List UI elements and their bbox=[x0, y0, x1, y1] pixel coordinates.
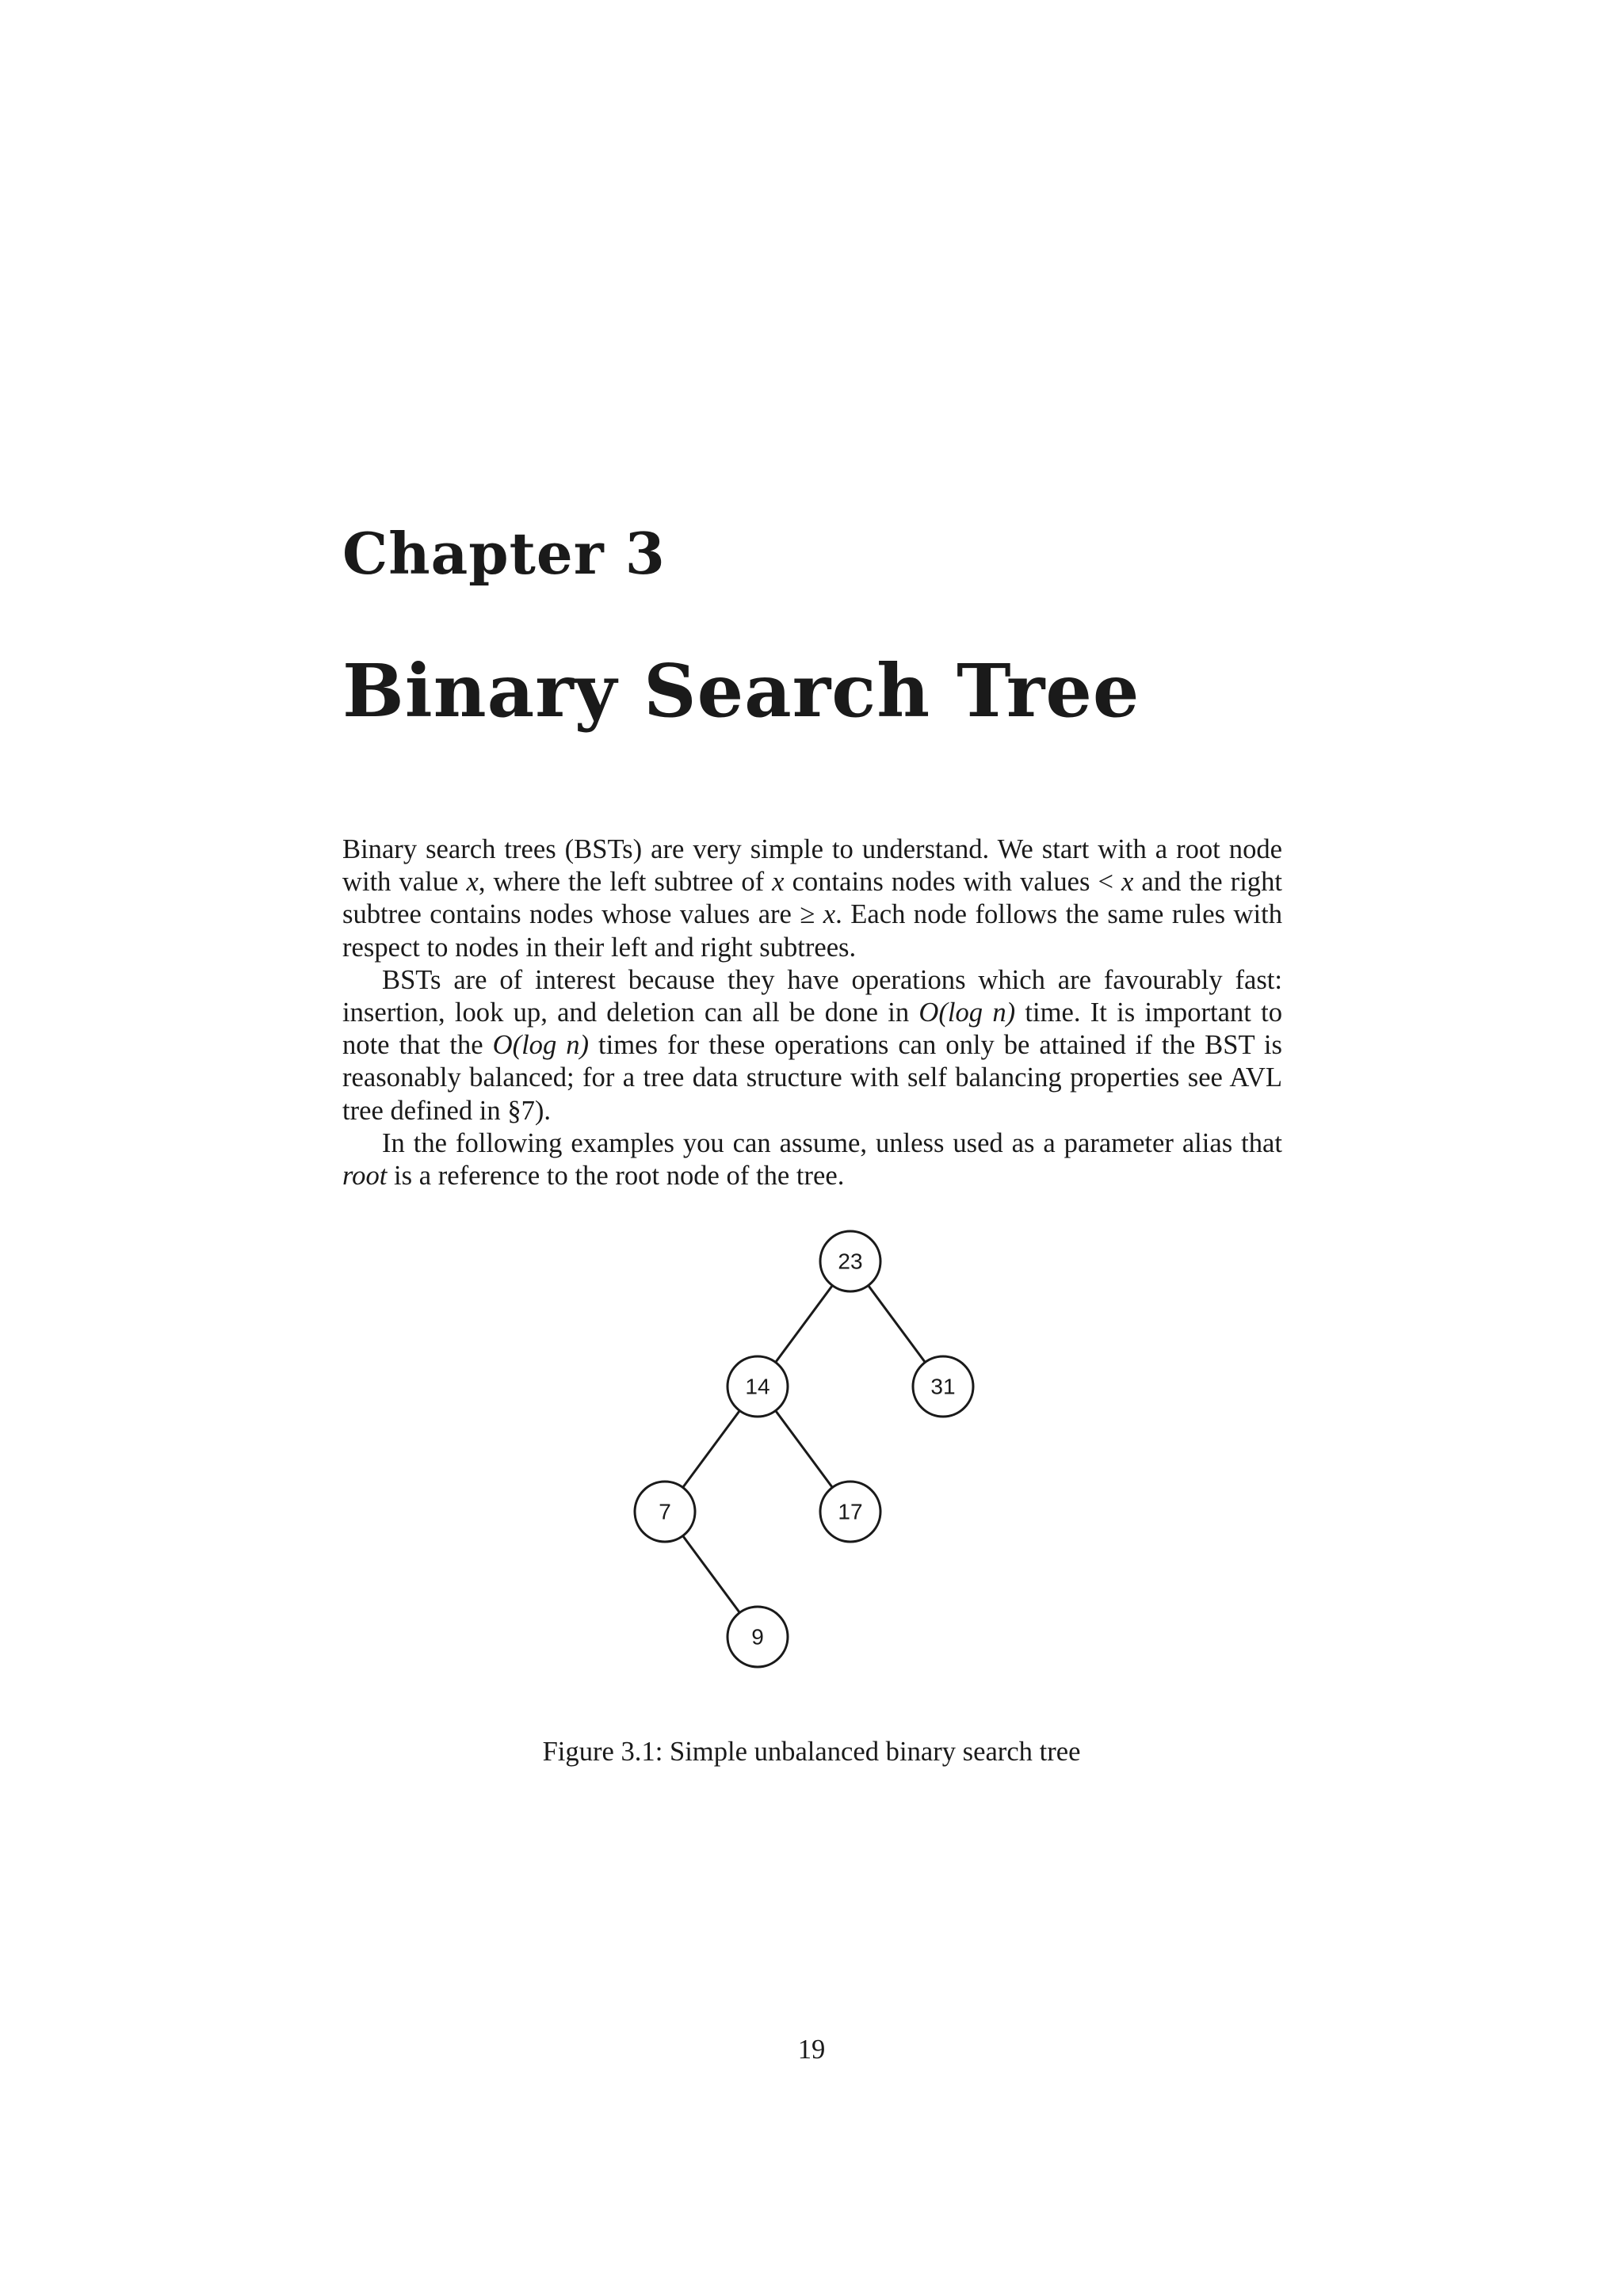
tree-node-label: 17 bbox=[838, 1499, 863, 1524]
body-text bbox=[342, 833, 1282, 1192]
chapter-label: Chapter 3 bbox=[342, 520, 666, 587]
tree-node-31 bbox=[913, 1356, 973, 1417]
tree-node-label: 23 bbox=[838, 1249, 863, 1274]
tree-edge-7-9 bbox=[683, 1536, 740, 1613]
tree-node-label: 9 bbox=[751, 1624, 764, 1650]
tree-node-23 bbox=[820, 1231, 880, 1291]
tree-node-9 bbox=[727, 1607, 788, 1667]
tree-edge-23-14 bbox=[776, 1286, 833, 1363]
page-number: 19 bbox=[797, 2035, 826, 2065]
tree-node-label: 7 bbox=[659, 1499, 671, 1524]
bst-figure bbox=[0, 1220, 1623, 1695]
chapter-title: Binary Search Tree bbox=[342, 648, 1140, 734]
tree-node-label: 14 bbox=[745, 1374, 770, 1399]
tree-node-14 bbox=[727, 1356, 788, 1417]
tree-edge-14-7 bbox=[683, 1411, 740, 1488]
paragraph-2: BSTs are of interest because they have operations which are favourably fast: insertion, look up, and deletion can all be done in O(log n) time. It is important to note that the O(log n) times for these operations can only be attained if the BST is reasonably balanced; for a tree data structure with self balancing properties see AVL tree defined in §7). bbox=[342, 964, 1282, 1126]
tree-edges bbox=[683, 1286, 926, 1613]
paragraph-3: In the following examples you can assume, unless used as a parameter alias that root is a reference to the root node of the tree. bbox=[342, 1127, 1282, 1192]
tree-edge-14-17 bbox=[776, 1411, 833, 1488]
tree-node-7 bbox=[635, 1482, 695, 1542]
tree-node-label: 31 bbox=[930, 1374, 956, 1399]
figure-caption: Figure 3.1: Simple unbalanced binary search tree bbox=[542, 1737, 1081, 1767]
tree-edge-23-31 bbox=[869, 1286, 926, 1363]
paragraph-1: Binary search trees (BSTs) are very simple to understand. We start with a root node with value x, where the left subtree of x contains nodes with values < x and the right subtree contains nodes whose values are ≥ x. Each node follows the same rules with respect to nodes in their left and right subtrees. bbox=[342, 834, 1282, 963]
tree-node-17 bbox=[820, 1482, 880, 1542]
